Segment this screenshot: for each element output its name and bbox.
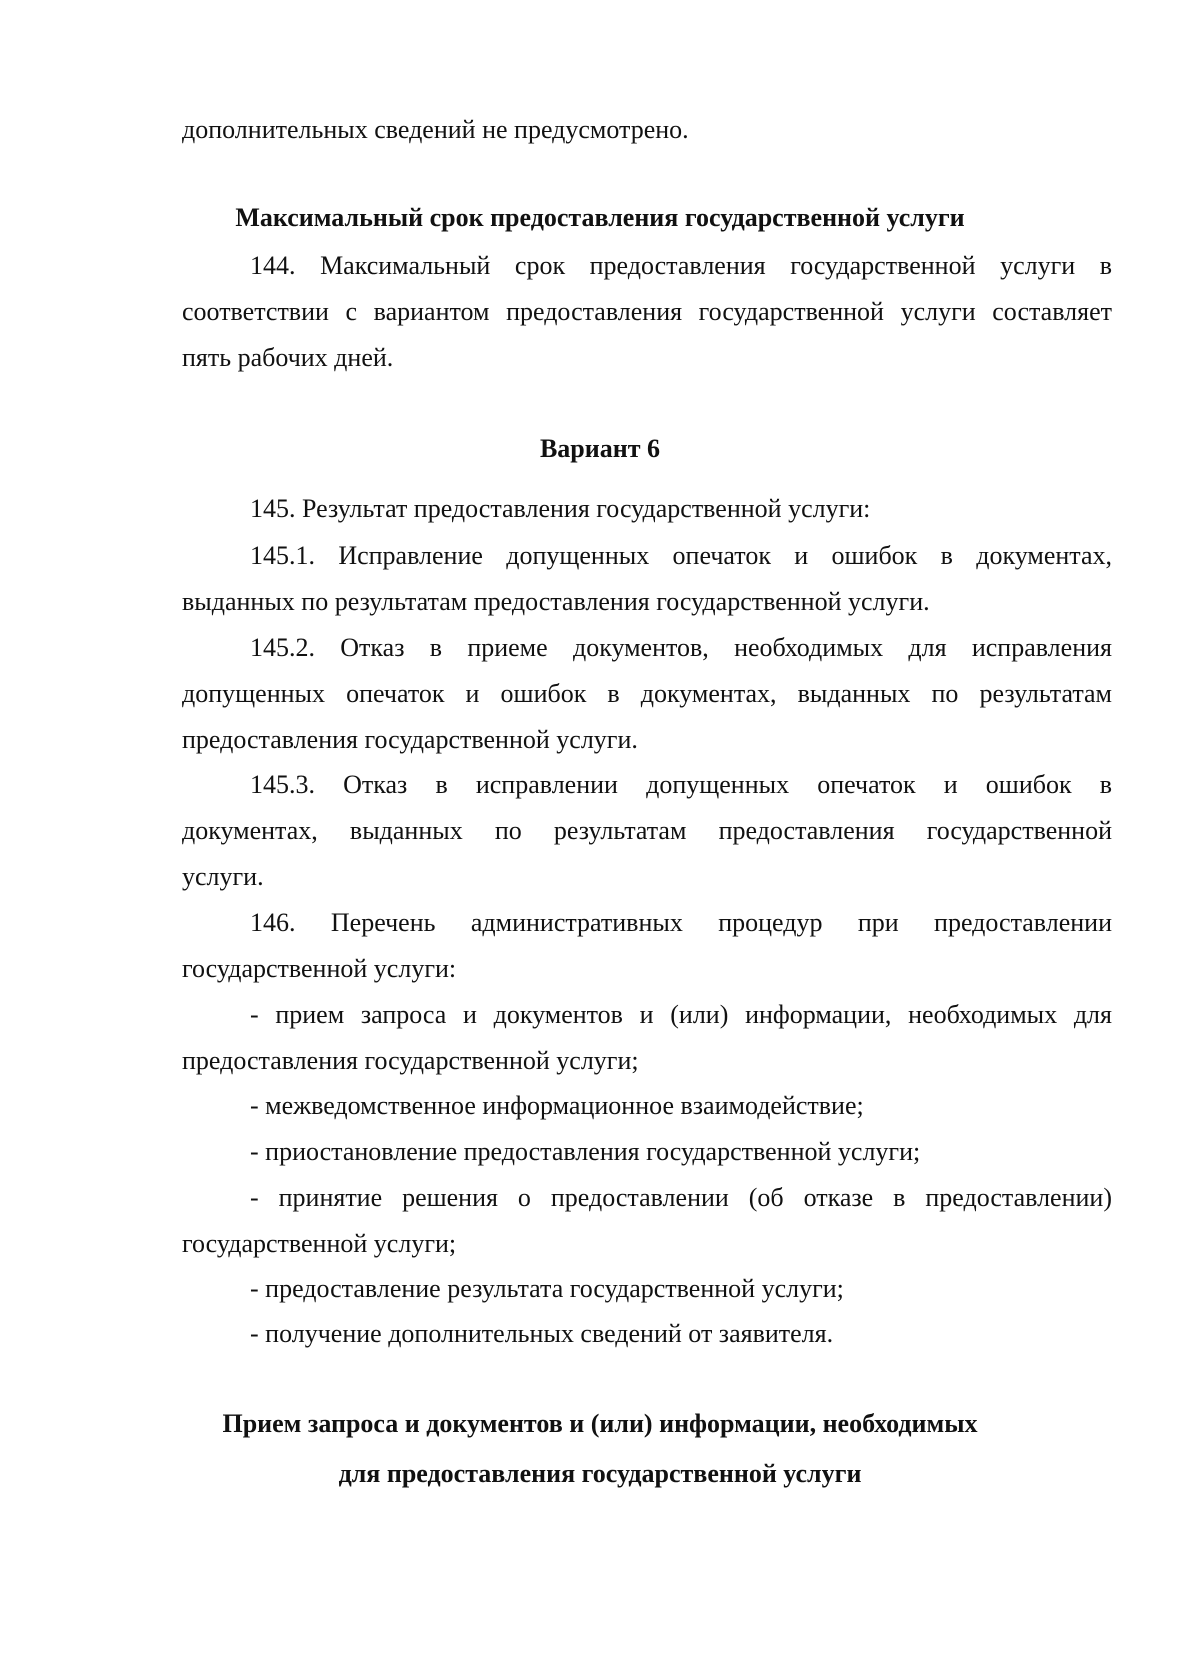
list-item-procedure-6: - получение дополнительных сведений от заявителя. xyxy=(250,1319,834,1348)
paragraph-146-line2: государственной услуги: xyxy=(182,954,457,983)
paragraph-145-3-line1: 145.3. Отказ в исправлении допущенных опечаток и ошибок в xyxy=(250,770,1112,799)
list-item-procedure-1-line1: - прием запроса и документов и (или) информации, необходимых для xyxy=(250,1000,1112,1029)
paragraph-145-2-line3: предоставления государственной услуги. xyxy=(182,725,638,754)
paragraph-145-1-line2: выданных по результатам предоставления государственной услуги. xyxy=(182,587,930,616)
paragraph-144-line1: 144. Максимальный срок предоставления государственной услуги в xyxy=(250,251,1112,280)
paragraph-145-1-line1: 145.1. Исправление допущенных опечаток и ошибок в документах, xyxy=(250,541,1112,570)
list-item-procedure-4-line2: государственной услуги; xyxy=(182,1229,457,1258)
list-item-procedure-4-line1: - принятие решения о предоставлении (об отказе в предоставлении) xyxy=(250,1183,1112,1212)
list-item-procedure-5: - предоставление результата государственной услуги; xyxy=(250,1274,844,1303)
paragraph-145: 145. Результат предоставления государственной услуги: xyxy=(250,494,871,523)
paragraph-145-3-line2: документах, выданных по результатам предоставления государственной xyxy=(182,816,1112,845)
section-heading-max-term: Максимальный срок предоставления государственной услуги xyxy=(235,203,965,232)
paragraph-144-line3: пять рабочих дней. xyxy=(182,343,394,372)
paragraph-tail: дополнительных сведений не предусмотрено. xyxy=(182,115,689,144)
list-item-procedure-3: - приостановление предоставления государственной услуги; xyxy=(250,1137,921,1166)
variant-heading: Вариант 6 xyxy=(539,434,661,463)
list-item-procedure-1-line2: предоставления государственной услуги; xyxy=(182,1046,639,1075)
paragraph-144-line2: соответствии с вариантом предоставления государственной услуги составляет xyxy=(182,297,1112,326)
paragraph-145-3-line3: услуги. xyxy=(182,862,264,891)
section-heading-reception-line2: для предоставления государственной услуги xyxy=(338,1459,862,1488)
paragraph-145-2-line2: допущенных опечаток и ошибок в документах, выданных по результатам xyxy=(182,679,1112,708)
list-item-procedure-2: - межведомственное информационное взаимодействие; xyxy=(250,1091,864,1120)
paragraph-145-2-line1: 145.2. Отказ в приеме документов, необходимых для исправления xyxy=(250,633,1112,662)
section-heading-reception-line1: Прием запроса и документов и (или) информации, необходимых xyxy=(222,1409,978,1438)
paragraph-146-line1: 146. Перечень административных процедур при предоставлении xyxy=(250,908,1112,937)
